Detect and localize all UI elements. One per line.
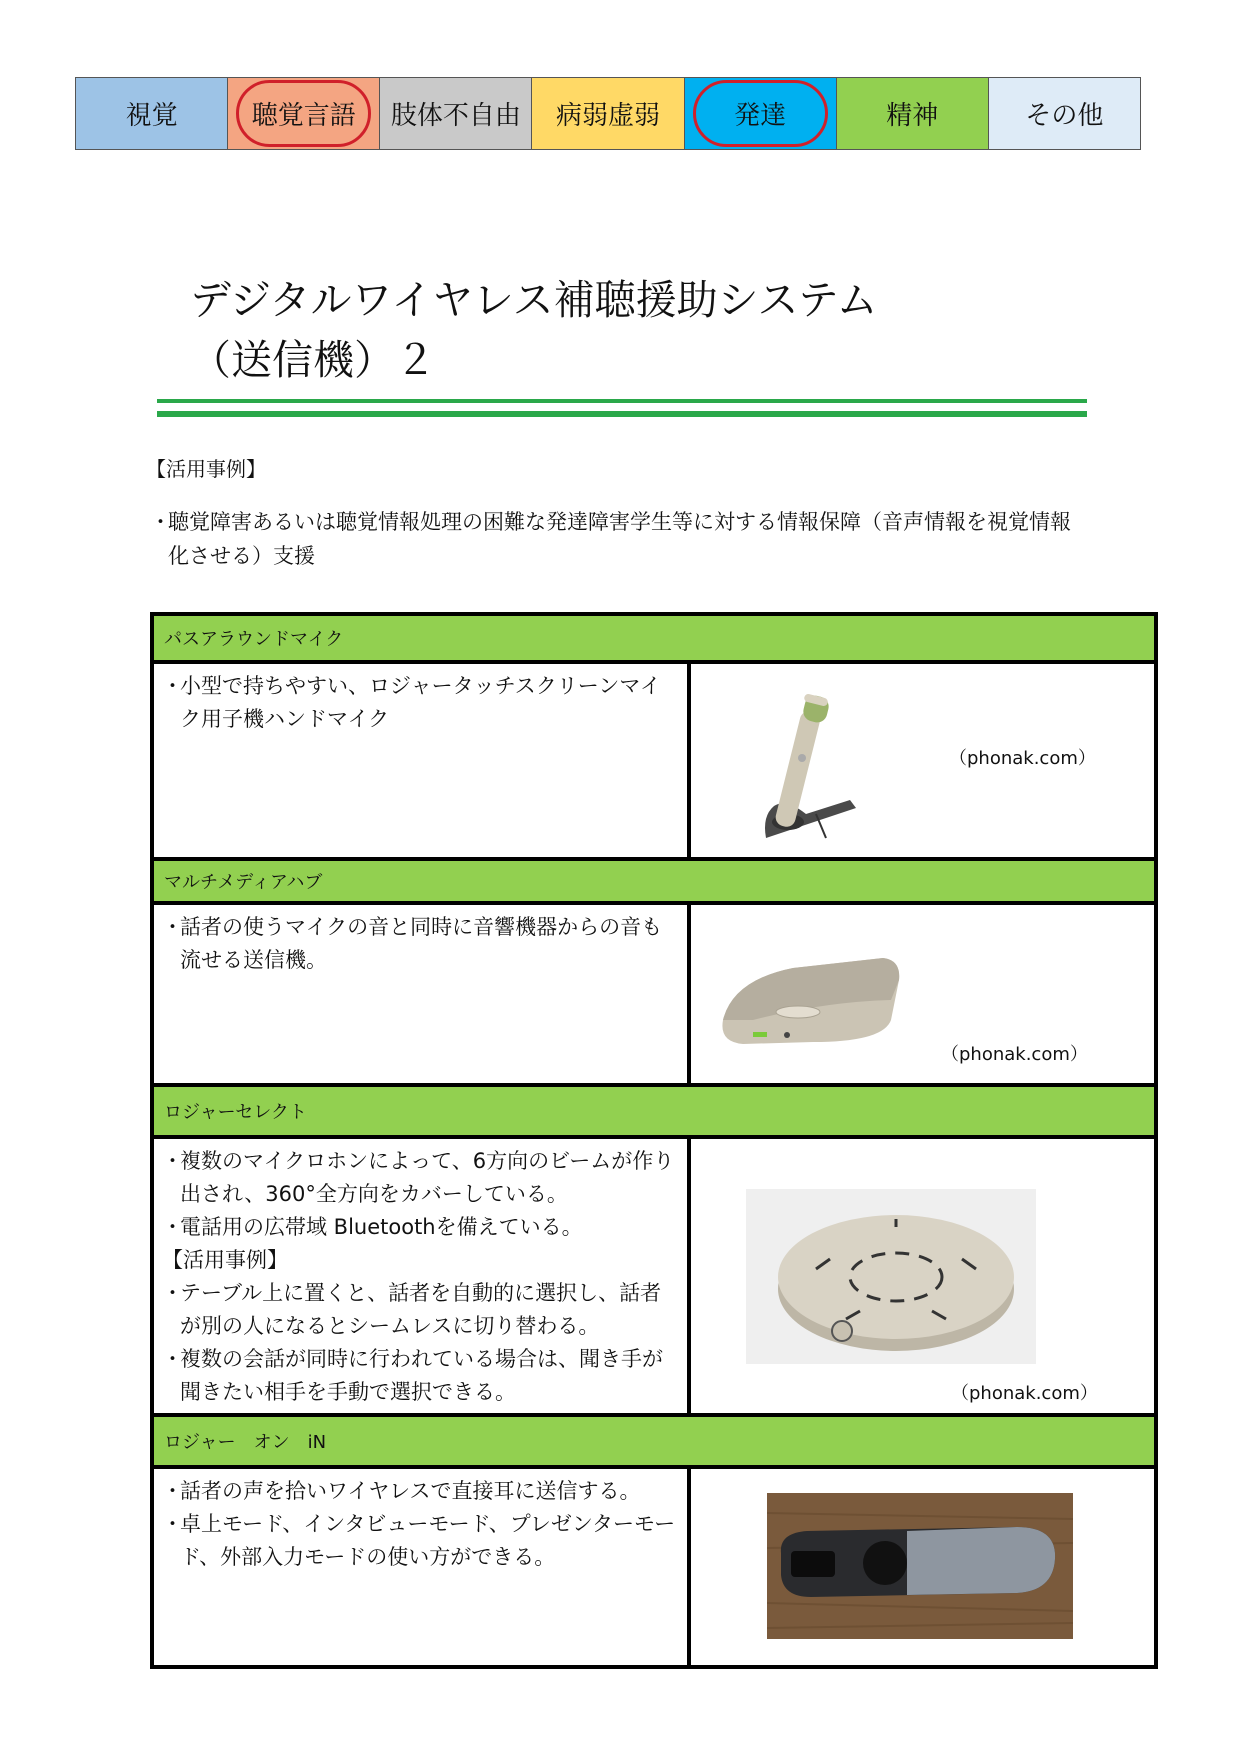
description-line: ・ 電話用の広帯域 Bluetoothを備えている。 bbox=[162, 1215, 583, 1239]
tab-visual[interactable] bbox=[76, 78, 228, 149]
product-description bbox=[154, 905, 687, 1083]
description-line: ・ 複数のマイクロホンによって、6方向のビームが作り出され、360°全方向をカバーしている。 bbox=[162, 1149, 675, 1206]
product-image-cell bbox=[691, 664, 1154, 857]
image-credit: （phonak.com） bbox=[949, 748, 1096, 769]
description-line: ・ テーブル上に置くと、話者を自動的に選択し、話者が別の人になるとシームレスに切り替わる。 bbox=[162, 1281, 662, 1338]
bullet: ・ bbox=[150, 510, 171, 534]
image-credit: （phonak.com） bbox=[941, 1044, 1088, 1065]
tab-other[interactable] bbox=[989, 78, 1140, 149]
tab-label: 発達 bbox=[734, 101, 787, 131]
product-header-pass-around: パスアラウンドマイク bbox=[154, 616, 1154, 660]
product-image-cell bbox=[691, 905, 1154, 1083]
category-tab-bar bbox=[75, 77, 1141, 150]
page-title: デジタルワイヤレス補聴援助システム （送信機）２ bbox=[190, 276, 878, 384]
tab-mental[interactable] bbox=[837, 78, 989, 149]
section-heading: 【活用事例】 bbox=[146, 457, 266, 481]
tab-hearing-language[interactable] bbox=[228, 78, 380, 149]
product-description bbox=[154, 1469, 687, 1665]
multimedia-hub-icon bbox=[713, 950, 903, 1050]
description-line: ・ 話者の声を拾いワイヤレスで直接耳に送信する。 bbox=[162, 1479, 641, 1503]
product-header-roger-on: ロジャー オン iN bbox=[154, 1417, 1154, 1465]
product-description bbox=[154, 664, 687, 857]
tab-label: 病弱虚弱 bbox=[555, 101, 660, 131]
title-rule-thick bbox=[157, 411, 1087, 417]
description-line: ・ 小型で持ちやすい、ロジャータッチスクリーンマイク用子機ハンドマイク bbox=[162, 674, 661, 731]
handheld-microphone-icon bbox=[746, 688, 876, 848]
tab-physical[interactable] bbox=[380, 78, 532, 149]
product-image-cell bbox=[691, 1139, 1154, 1413]
description-subheading: 【活用事例】 bbox=[162, 1248, 288, 1272]
description-line: ・ 卓上モード、インタビューモード、プレゼンターモード、外部入力モードの使い方ができる。 bbox=[162, 1512, 676, 1569]
image-credit: （phonak.com） bbox=[951, 1383, 1098, 1404]
tab-label: 視覚 bbox=[125, 101, 178, 131]
product-description bbox=[154, 1139, 687, 1413]
description-line: ・ 複数の会話が同時に行われている場合は、聞き手が聞きたい相手を手動で選択できる。 bbox=[162, 1347, 663, 1404]
tab-label: 肢体不自由 bbox=[390, 101, 521, 131]
intro-text: 聴覚障害あるいは聴覚情報処理の困難な発達障害学生等に対する情報保障（音声情報を視覚情報化させる）支援 bbox=[168, 510, 1071, 568]
tab-developmental[interactable] bbox=[685, 78, 837, 149]
title-rule-thin bbox=[157, 399, 1087, 403]
roger-on-device-icon bbox=[767, 1493, 1073, 1639]
product-header-roger-select: ロジャーセレクト bbox=[154, 1087, 1154, 1135]
product-header-multimedia-hub: マルチメディアハブ bbox=[154, 861, 1154, 901]
tab-label: その他 bbox=[1025, 101, 1104, 131]
description-line: ・ 話者の使うマイクの音と同時に音響機器からの音も流せる送信機。 bbox=[162, 915, 663, 972]
tab-label: 聴覚言語 bbox=[251, 101, 356, 131]
intro-paragraph bbox=[150, 505, 1080, 573]
roger-select-icon bbox=[746, 1189, 1036, 1364]
tab-label: 精神 bbox=[886, 101, 939, 131]
product-image-cell bbox=[691, 1469, 1154, 1665]
tab-illness[interactable] bbox=[532, 78, 684, 149]
product-table bbox=[150, 612, 1158, 1669]
